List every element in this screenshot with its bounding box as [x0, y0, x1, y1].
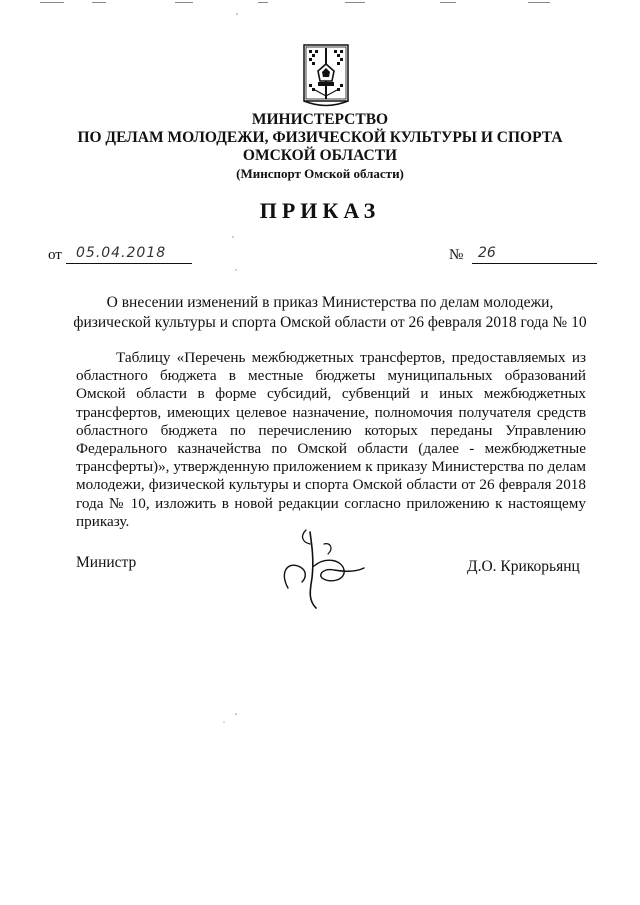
number-label: № — [449, 247, 464, 263]
ministry-header-line1: МИНИСТЕРСТВО — [251, 111, 389, 128]
date-underline — [66, 263, 192, 264]
subject-line2: физической культуры и спорта Омской области от 26 февраля 2018 года № 10 — [73, 314, 587, 331]
order-date: 05.04.2018 — [76, 245, 167, 261]
signer-name: Д.О. Крикорьянц — [467, 558, 580, 575]
coat-of-arms-emblem — [303, 44, 349, 108]
number-underline — [472, 263, 597, 264]
signer-position: Министр — [76, 554, 137, 571]
subject-line1: О внесении изменений в приказ Министерства по делам молодежи, — [106, 294, 554, 311]
document-title: ПРИКАЗ — [259, 198, 381, 223]
order-number: 26 — [478, 245, 496, 261]
order-body-text: Таблицу «Перечень межбюджетных трансфертов, предоставляемых из областного бюджета в местные бюджеты муниципальных образований Омской области в форме субсидий, субвенций и иных межбюджетных трансфертов, имеющих целевое назначение, полномочия получателя средств областного бюджета по перечислению которых переданы Управлению Федерального казначейства по Омской области (далее - межбюджетные трансферты)», утвержденную приложением к приказу Министерства по делам молодежи, физической культуры и спорта Омской области от 26 февраля 2018 года № 10, изложить в новой редакции согласно приложению к настоящему приказу. — [76, 349, 586, 530]
date-label: от — [48, 247, 62, 263]
ministry-short-name: (Минспорт Омской области) — [236, 166, 404, 181]
ministry-header-line3: ОМСКОЙ ОБЛАСТИ — [242, 147, 398, 164]
handwritten-signature — [272, 526, 368, 610]
ministry-header-line2: ПО ДЕЛАМ МОЛОДЕЖИ, ФИЗИЧЕСКОЙ КУЛЬТУРЫ И СПОРТА — [77, 129, 563, 146]
